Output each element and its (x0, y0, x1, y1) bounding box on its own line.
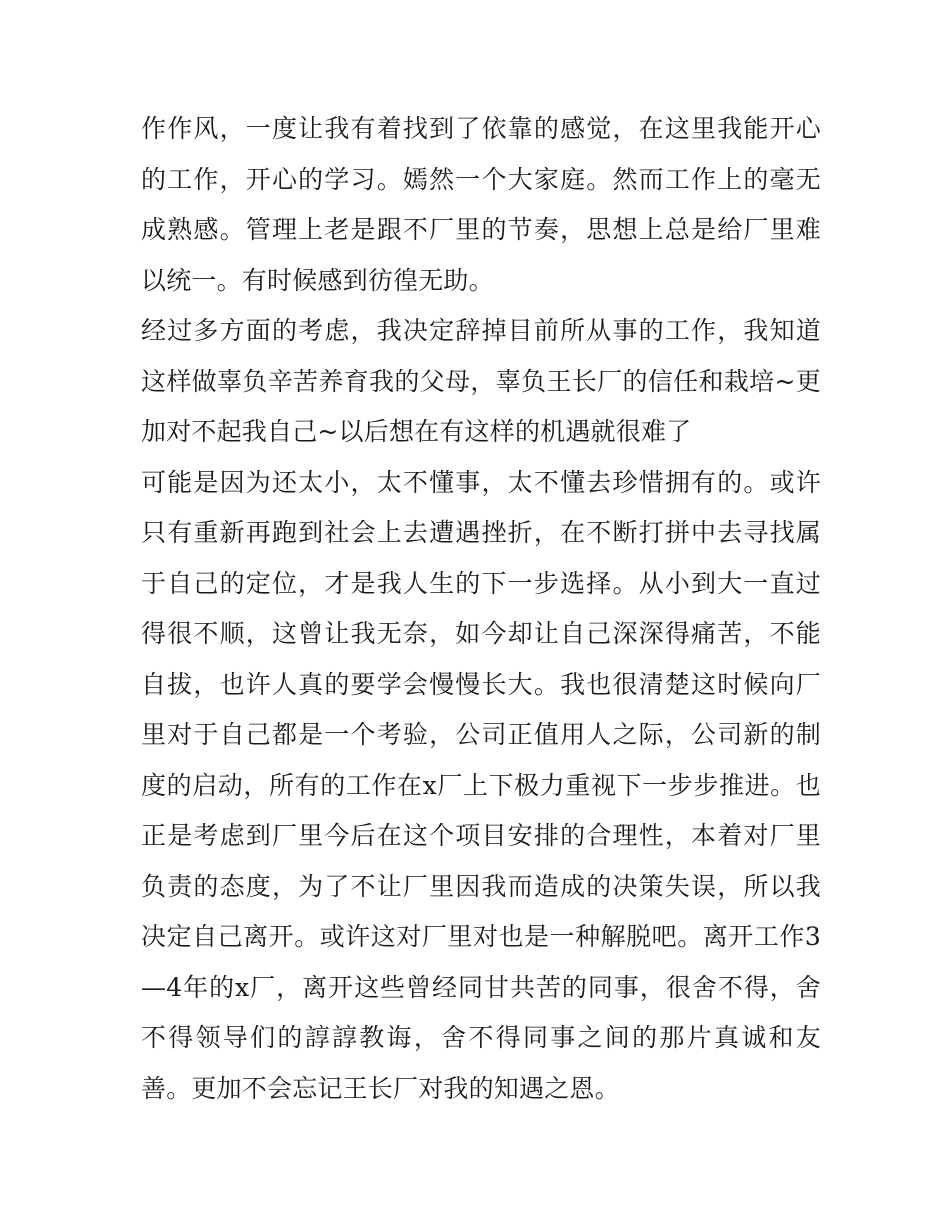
paragraph-3: 可能是因为还太小，太不懂事，太不懂去珍惜拥有的。或许只有重新再跑到社会上去遭遇挫折，在不断打拼中去寻找属于自己的定位，才是我人生的下一步选择。从小到大一直过得很不顺，这曾让我无奈，如今却让自己深深得痛苦，不能自拔，也许人真的要学会慢慢长大。我也很清楚这时候向厂里对于自己都是一个考验，公司正值用人之际，公司新的制度的启动，所有的工作在x厂上下极力重视下一步步推进。也正是考虑到厂里今后在这个项目安排的合理性，本着对厂里负责的态度，为了不让厂里因我而造成的决策失误，所以我决定自己离开。或许这对厂里对也是一种解脱吧。离开工作3—4年的x厂，离开这些曾经同甘共苦的同事，很舍不得，舍不得领导们的諄諄教诲，舍不得同事之间的那片真诚和友善。更加不会忘记王长厂对我的知遇之恩。 (141, 467, 821, 1103)
document-body (141, 104, 821, 1114)
paragraph-2: 经过多方面的考虑，我决定辞掉目前所从事的工作，我知道这样做辜负辛苦养育我的父母，辜负王长厂的信任和栽培~更加对不起我自己~以后想在有这样的机遇就很难了 (141, 316, 821, 446)
paragraph-1: 作作风，一度让我有着找到了依靠的感觉，在这里我能开心的工作，开心的学习。嫣然一个大家庭。然而工作上的毫无成熟感。管理上老是跟不厂里的节奏，思想上总是给厂里难以统一。有时候感到彷徨无助。 (141, 114, 821, 295)
